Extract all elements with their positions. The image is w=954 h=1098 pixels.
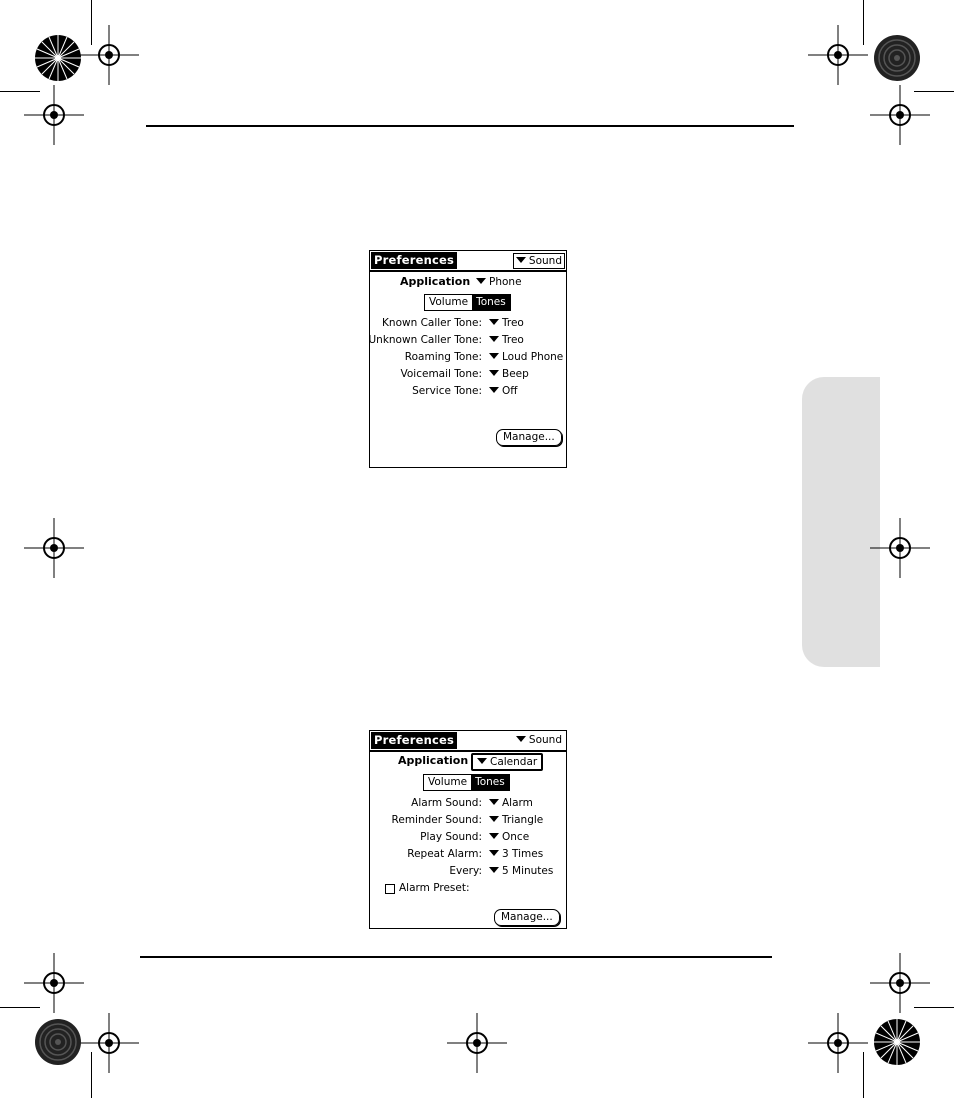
dropdown-triangle-icon xyxy=(516,736,526,742)
setting-picker[interactable] xyxy=(489,316,524,331)
setting-row xyxy=(370,813,566,828)
setting-row xyxy=(370,796,566,811)
registration-target-icon xyxy=(24,518,84,578)
tab-volume[interactable]: Volume xyxy=(429,296,469,308)
category-value: Sound xyxy=(528,734,562,746)
setting-row xyxy=(370,350,566,365)
form-title: Preferences xyxy=(371,732,457,749)
alarm-preset-checkbox[interactable] xyxy=(385,884,395,894)
application-label: Application xyxy=(400,275,471,288)
registration-target-icon xyxy=(24,953,84,1013)
application-row xyxy=(370,274,566,290)
setting-label: Known Caller Tone: xyxy=(382,317,482,329)
dropdown-triangle-icon xyxy=(489,370,499,376)
dropdown-triangle-icon xyxy=(476,278,486,284)
dropdown-triangle-icon xyxy=(489,833,499,839)
setting-row xyxy=(370,830,566,845)
concentric-target-icon xyxy=(873,34,921,82)
dropdown-triangle-icon xyxy=(489,850,499,856)
bottom-rule xyxy=(140,956,772,958)
application-row xyxy=(370,753,566,769)
setting-row xyxy=(370,847,566,862)
setting-value: 3 Times xyxy=(502,848,544,860)
application-label: Application xyxy=(398,754,469,767)
setting-picker[interactable] xyxy=(489,830,529,845)
dropdown-triangle-icon xyxy=(489,816,499,822)
registration-target-icon xyxy=(870,953,930,1013)
setting-row xyxy=(370,367,566,382)
setting-picker[interactable] xyxy=(489,384,518,399)
category-picker[interactable] xyxy=(513,253,565,269)
setting-picker[interactable] xyxy=(489,367,529,382)
registration-target-icon xyxy=(870,518,930,578)
tab-volume[interactable]: Volume xyxy=(428,776,468,788)
registration-target-icon xyxy=(808,25,868,85)
registration-target-icon xyxy=(808,1013,868,1073)
dropdown-triangle-icon xyxy=(489,387,499,393)
application-value: Calendar xyxy=(490,756,538,768)
setting-row xyxy=(370,333,566,348)
setting-value: Alarm xyxy=(502,797,533,809)
setting-picker[interactable] xyxy=(489,864,553,879)
dropdown-triangle-icon xyxy=(489,353,499,359)
category-value: Sound xyxy=(528,255,562,267)
setting-label: Alarm Sound: xyxy=(411,797,482,809)
registration-target-icon xyxy=(870,85,930,145)
setting-row xyxy=(370,864,566,879)
dropdown-triangle-icon xyxy=(489,799,499,805)
manage-button[interactable]: Manage... xyxy=(496,429,562,446)
setting-value: Beep xyxy=(502,368,529,380)
setting-label: Play Sound: xyxy=(420,831,482,843)
starburst-target-icon xyxy=(873,1018,921,1066)
side-thumb-tab xyxy=(802,377,880,667)
registration-target-icon xyxy=(79,25,139,85)
setting-value: Loud Phone xyxy=(502,351,564,363)
title-bar xyxy=(370,251,566,272)
dropdown-triangle-icon xyxy=(477,758,487,764)
preferences-screen-calendar xyxy=(369,730,567,929)
setting-label: Every: xyxy=(449,865,482,877)
dropdown-triangle-icon xyxy=(516,257,526,263)
setting-value: Triangle xyxy=(502,814,544,826)
manage-button[interactable]: Manage... xyxy=(494,909,560,926)
application-picker[interactable] xyxy=(474,275,524,289)
setting-label: Unknown Caller Tone: xyxy=(368,334,482,346)
setting-label: Service Tone: xyxy=(412,385,482,397)
setting-picker[interactable] xyxy=(489,796,533,811)
setting-row xyxy=(370,384,566,399)
top-rule xyxy=(146,125,794,127)
setting-value: Once xyxy=(502,831,530,843)
title-bar xyxy=(370,731,566,752)
alarm-preset-label: Alarm Preset: xyxy=(399,882,470,894)
tab-tones[interactable]: Tones xyxy=(472,295,510,310)
registration-target-icon xyxy=(447,1013,507,1073)
registration-target-icon xyxy=(24,85,84,145)
concentric-target-icon xyxy=(34,1018,82,1066)
setting-picker[interactable] xyxy=(489,350,563,365)
setting-label: Roaming Tone: xyxy=(404,351,482,363)
form-title: Preferences xyxy=(371,252,457,269)
setting-picker[interactable] xyxy=(489,847,543,862)
setting-picker[interactable] xyxy=(489,333,524,348)
category-picker[interactable] xyxy=(514,733,564,747)
registration-target-icon xyxy=(79,1013,139,1073)
tab-tones[interactable]: Tones xyxy=(471,775,509,790)
dropdown-triangle-icon xyxy=(489,336,499,342)
application-value: Phone xyxy=(489,276,522,288)
setting-label: Repeat Alarm: xyxy=(407,848,482,860)
preferences-screen-phone xyxy=(369,250,567,468)
dropdown-triangle-icon xyxy=(489,867,499,873)
volume-tones-toggle xyxy=(424,294,511,311)
setting-value: Treo xyxy=(502,334,524,346)
setting-label: Reminder Sound: xyxy=(391,814,482,826)
setting-value: Off xyxy=(502,385,518,397)
dropdown-triangle-icon xyxy=(489,319,499,325)
setting-row xyxy=(370,316,566,331)
application-picker[interactable] xyxy=(471,753,543,771)
setting-picker[interactable] xyxy=(489,813,543,828)
volume-tones-toggle xyxy=(423,774,510,791)
setting-value: Treo xyxy=(502,317,524,329)
starburst-target-icon xyxy=(34,34,82,82)
setting-label: Voicemail Tone: xyxy=(400,368,482,380)
setting-value: 5 Minutes xyxy=(502,865,554,877)
